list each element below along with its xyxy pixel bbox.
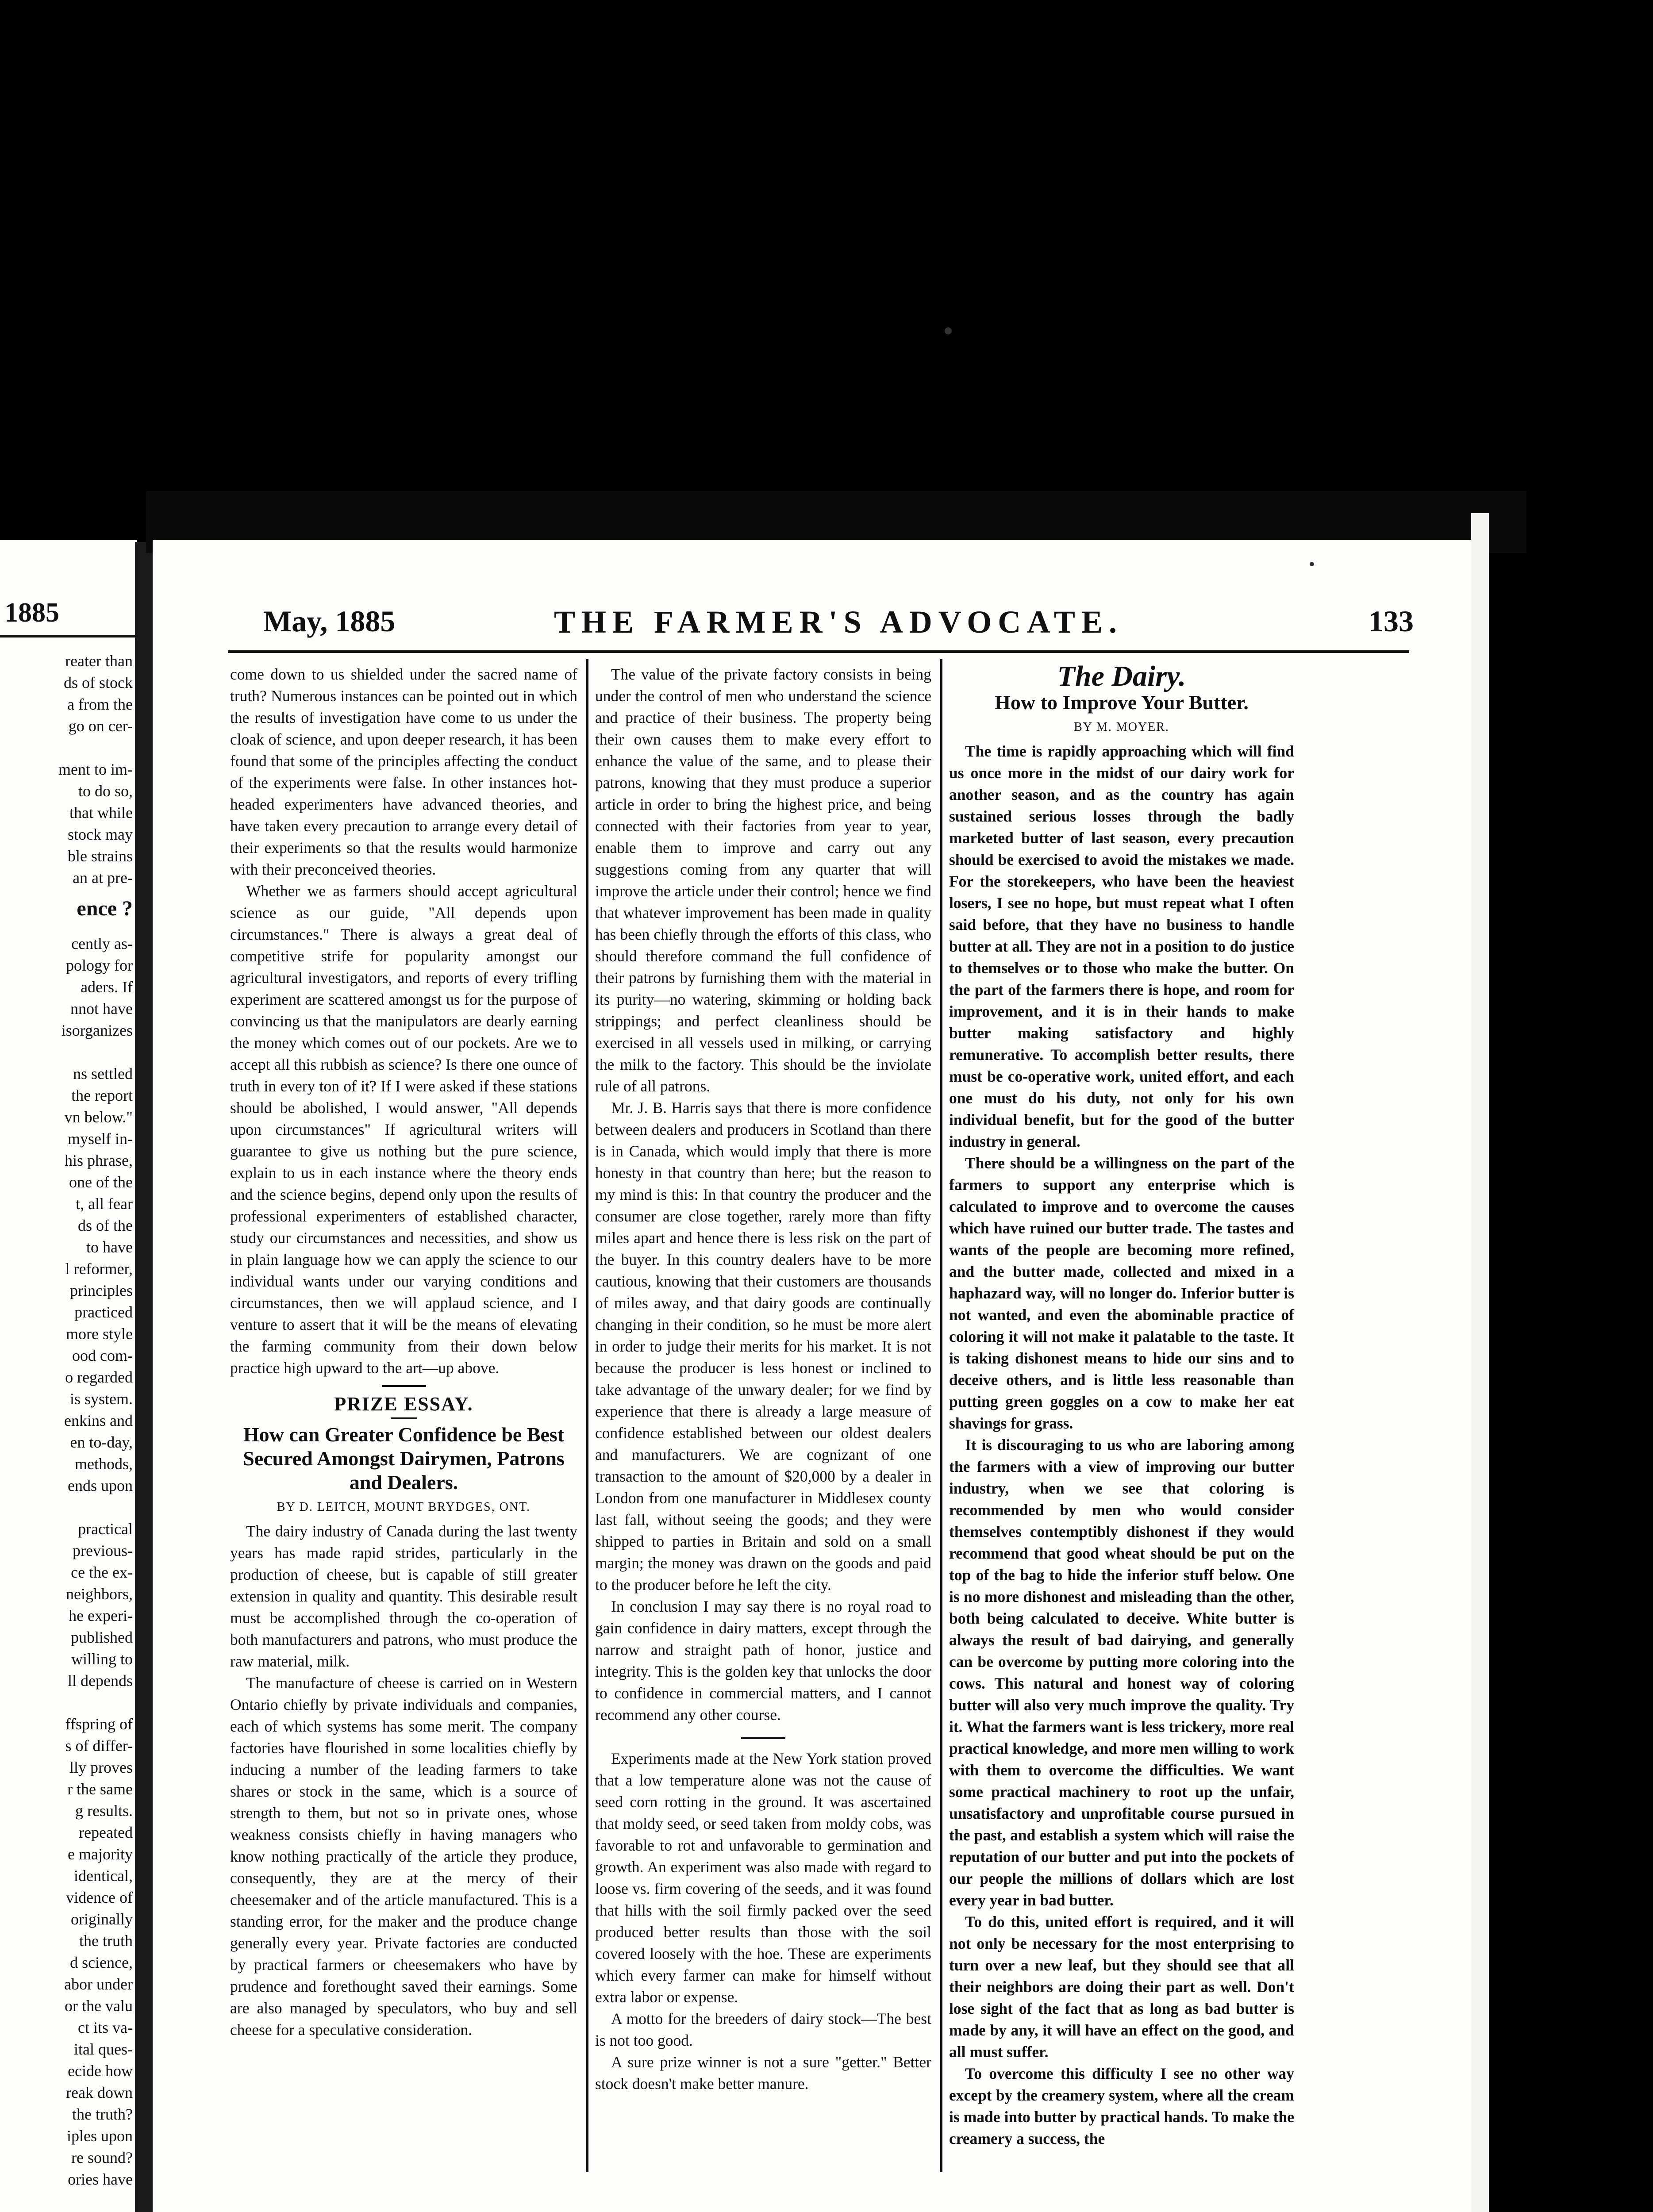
- left-page-line: ood com-: [72, 1347, 133, 1364]
- page-right-edge: [1471, 513, 1489, 2212]
- short-rule: [391, 1417, 417, 1419]
- left-page-line: neighbors,: [66, 1585, 133, 1603]
- left-page-line: ecide how: [68, 2062, 133, 2080]
- masthead-title: THE FARMER'S ADVOCATE.: [554, 604, 1123, 640]
- left-page-line: is system.: [69, 1390, 133, 1408]
- left-page-number: 1885: [4, 598, 59, 628]
- left-page-line: repeated: [79, 1824, 133, 1841]
- left-page-line: stock may: [68, 826, 133, 843]
- left-page-line: cently as-: [71, 935, 133, 952]
- left-page-line: previous-: [73, 1542, 133, 1559]
- col2-paragraph-2: Mr. J. B. Harris says that there is more confidence between dealers and producers in Scotland than there is in Canada, which would imply that there is more honesty in that country than here; but the reason to my mind is this: In that country the producer and the consumer are close together, rarely more than fifty miles apart and hence there is less risk on the part of the buyer. In this country dealers have to be more cautious, knowing that their customers are thousands of miles away, and that dairy goods are continually changing in their condition, so he must be more alert in order to judge their merits for his market. It is not because the producer is less honest or inclined to take advantage of the unwary dealer; for we find by experience that there is already a large measure of confidence established between our oldest dealers and manufacturers. We are cognizant of one transaction to the amount of $20,000 by a dealer in London from one manufacturer in Middlesex county last fall, without seeing the goods; and they were shipped to parties in Britain and sold on a small margin; the money was drawn on the goods and paid to the producer before he left the city.: [595, 1099, 931, 1594]
- left-page-line: enkins and: [64, 1412, 133, 1429]
- left-page-line: his phrase,: [65, 1152, 133, 1169]
- column-1: [230, 664, 577, 2041]
- main-page: [153, 540, 1471, 2212]
- left-page-line: isorganizes: [61, 1022, 133, 1039]
- left-page-line: iples upon: [67, 2127, 133, 2145]
- left-page-line: myself in-: [68, 1130, 133, 1148]
- left-page-line: en to-day,: [70, 1433, 133, 1451]
- left-page-line: re sound?: [71, 2149, 133, 2166]
- left-page-line: willing to: [71, 1650, 133, 1668]
- left-page-line: t, all fear: [76, 1195, 133, 1213]
- prize-essay-title: PRIZE ESSAY.: [334, 1393, 473, 1415]
- left-page-line: reak down: [66, 2084, 133, 2101]
- header-date: May, 1885: [263, 604, 396, 638]
- left-page-line: nnot have: [70, 1000, 133, 1018]
- left-page-line: ends upon: [68, 1477, 133, 1494]
- col3-paragraph-3: It is discouraging to us who are laboring among the farmers with a view of improving our butter industry, when we see that coloring is recommended by men who would consider themselves contemptibly dishonest if they would recommend that good wheat should be put on the top of the bag to hide the inferior stuff below. One is no more dishonest and misleading than the other, both being calculated to deceive. White butter is always the result of bad dairying, and generally can be overcome by putting more coloring into the cows. This natural and honest way of coloring butter will also very much improve the quality. Try it. What the farmers want is less trickery, more real practical knowledge, and more men willing to work with them to overcome the difficulties. We want some practical machinery to root up the unfair, unsatisfactory and unprofitable course pursued in the past, and establish a system which will raise the reputation of our butter and put into the pockets of our people the millions of dollars which are lost every year in bad butter.: [949, 1436, 1294, 1909]
- left-page-line: d science,: [70, 1954, 133, 1971]
- left-page-line: the truth: [79, 1932, 133, 1950]
- header-rule: [228, 650, 1409, 653]
- left-page-line: or the valu: [65, 1997, 133, 2015]
- header-page-number: 133: [1369, 604, 1414, 638]
- left-page-line: ds of the: [78, 1217, 133, 1234]
- left-page-line: to do so,: [78, 782, 133, 800]
- col1-paragraph-2: Whether we as farmers should accept agricultural science as our guide, "All depends upon circumstances." There is always a great deal of competitive strife for popularity amongst our agricultural investigators, and reports of every trifling experiment are scattered amongst us for the purpose of convincing us that the manipulators are dearly earning the money which comes out of our pockets. Are we to accept all this rubbish as science? Is there one ounce of truth in every ton of it? If I were asked if these stations should be abolished, I would answer, "All depends upon circumstances" If agricultural writers will guarantee to give us nothing but the pure science, explain to us in each instance where the theory ends and the science begins, depend only upon the results of professional experimenters of established character, study our circumstances and necessities, and show us in plain language how we can apply the science to our individual wants under our varying conditions and circumstances, then we will applaud science, and I venture to assert that it will be the means of elevating the farming community from their down below practice high upward to the art—up above.: [230, 882, 577, 1377]
- essay-headline: How can Greater Confidence be Best Secured Amongst Dairymen, Patrons and Dealers.: [243, 1423, 565, 1494]
- left-page-line: the report: [71, 1087, 133, 1104]
- left-page-line: identical,: [74, 1867, 133, 1885]
- book-gutter: [135, 542, 153, 2212]
- column-rule-1: [586, 659, 588, 2172]
- left-page-line: an at pre-: [73, 869, 133, 887]
- left-page-rule: [0, 635, 137, 637]
- left-page-line: vidence of: [66, 1889, 133, 1906]
- left-page-line: o regarded: [65, 1368, 133, 1386]
- col1-paragraph-4: The manufacture of cheese is carried on in Western Ontario chiefly by private individuals and companies, each of which systems has some merit. The company factories have flourished in some localities chiefly by inducing a number of the leading farmers to take shares or stock in the same, which is a source of strength to them, but not so in private ones, whose weakness consists chiefly in having managers who know nothing practically of the article they produce, consequently, they are at the mercy of their cheesemaker and of the article manufactured. This is a standing error, for the maker and the produce change generally every year. Private factories are conducted by practical farmers or cheesemakers who have by prudence and forethought saved their earnings. Some are also managed by speculators, who buy and sell cheese for a speculative consideration.: [230, 1674, 577, 2039]
- col2-paragraph-1: The value of the private factory consists in being under the control of men who understand the science and practice of their business. The property being their own causes them to make every effort to enhance the value of the same, and to please their patrons, knowing that they must produce a superior article in order to bring the highest price, and being connected with their factories from year to year, enable them to improve and carry out any suggestions coming from any quarter that will improve the article under their control; hence we find that whatever improvement has been made in quality has been chiefly through the efforts of this class, who should therefore command the full confidence of their patrons by furnishing them with the material in its purity—no watering, skimming or holding back strippings; and perfect cleanliness should be exercised in all vessels used in milking, or carrying the milk to the factory. This should be the inviolate rule of all patrons.: [595, 665, 931, 1095]
- col2-paragraph-6: A sure prize winner is not a sure "getter." Better stock doesn't make better manure.: [595, 2053, 931, 2093]
- col3-paragraph-2: There should be a willingness on the part of the farmers to support any enterprise which is calculated to improve and to overcome the causes which have ruined our butter trade. The tastes and wants of the people are becoming more refined, and the butter made, collected and mixed in a haphazard way, will no longer do. Inferior butter is not wanted, and even the abominable practice of coloring it will not make it palatable to the taste. It is taking dishonest means to hide our sins and to deceive others, and is little less reasonable than putting green goggles on a cow to make her eat shavings for grass.: [949, 1154, 1294, 1432]
- left-page-line: r the same: [67, 1780, 133, 1798]
- column-rule-2: [940, 659, 942, 2172]
- left-page-line: published: [71, 1628, 133, 1646]
- left-page-line: pology for: [66, 956, 133, 974]
- col3-paragraph-5: To overcome this difficulty I see no other way except by the creamery system, where all the cream is made into butter by practical hands. To make the creamery a success, the: [949, 2065, 1294, 2147]
- left-page-line: practical: [78, 1520, 133, 1538]
- col1-paragraph-1: come down to us shielded under the sacred name of truth? Numerous instances can be pointed out in which the results of investigation have come to us under the cloak of science, and upon deeper research, it has been found that some of the principles affecting the conduct of the experiments were false. In other instances hot-headed experimenters have advanced theories, and have taken every precaution to arrange every detail of their experiments so that the results would harmonize with their preconceived theories.: [230, 665, 577, 878]
- left-page-line: the truth?: [72, 2105, 133, 2123]
- column-3: [949, 660, 1294, 2150]
- butter-article-headline: How to Improve Your Butter.: [995, 691, 1249, 714]
- page-header: [263, 604, 1414, 648]
- col3-paragraph-4: To do this, united effort is required, and it will not only be necessary for the most enterprising to turn over a new leaf, but they should see that all their neighbors are doing their part as well. Don't lose sight of the fact that as long as bad butter is made by any, it will have an effect on the good, and all must suffer.: [949, 1913, 1294, 2061]
- left-page-line: a from the: [67, 695, 133, 713]
- left-page-line: abor under: [64, 1975, 133, 1993]
- left-page-line: practiced: [74, 1303, 133, 1321]
- dairy-department-heading: The Dairy.: [1057, 660, 1186, 692]
- left-page-line: he experi-: [69, 1607, 133, 1624]
- left-page-line: aders. If: [81, 978, 133, 996]
- left-page-line: s of differ-: [65, 1737, 133, 1755]
- col2-paragraph-3: In conclusion I may say there is no royal road to gain confidence in dairy matters, except through the narrow and straight path of honor, justice and integrity. This is the golden key that unlocks the door to confidence in commercial matters, and I cannot recommend any other course.: [595, 1598, 931, 1724]
- left-page-line: ble strains: [68, 847, 133, 865]
- left-page-line: to have: [86, 1238, 133, 1256]
- left-page-line: lly proves: [69, 1759, 133, 1776]
- left-page-line: ffspring of: [65, 1715, 133, 1733]
- butter-article-byline: BY M. MOYER.: [1074, 720, 1169, 734]
- left-page-line: l reformer,: [65, 1260, 133, 1278]
- left-page-line: ns settled: [73, 1065, 133, 1083]
- left-page-heading: ence ?: [77, 897, 133, 920]
- left-page-line: ll depends: [68, 1672, 133, 1690]
- left-page-line: ories have: [68, 2170, 133, 2188]
- left-page-line: ce the ex-: [71, 1563, 133, 1581]
- dust-speck: [1310, 562, 1314, 566]
- left-page-line: ds of stock: [64, 674, 133, 691]
- left-page-fragment: [0, 540, 137, 2212]
- essay-byline: BY D. LEITCH, MOUNT BRYDGES, ONT.: [277, 1500, 531, 1514]
- left-page-line: e majority: [68, 1845, 133, 1863]
- col2-paragraph-5: A motto for the breeders of dairy stock—The best is not too good.: [595, 2010, 931, 2049]
- left-page-line: one of the: [69, 1173, 133, 1191]
- left-page-line: originally: [71, 1910, 133, 1928]
- left-page-line: methods,: [75, 1455, 133, 1473]
- dust-speck: [945, 327, 952, 334]
- left-page-line: vn below.": [64, 1108, 133, 1126]
- col2-paragraph-4: Experiments made at the New York station proved that a low temperature alone was not the cause of seed corn rotting in the ground. It was ascertained that moldy seed, or seed taken from moldy cobs, was favorable to rot and unfavorable to germination and growth. An experiment was also made with regard to loose vs. firm covering of the seeds, and it was found that hills with the soil firmly packed over the seed produced better results than those with the soil covered loosely with the hoe. These are experiments which every farmer can make for himself without extra labor or expense.: [595, 1750, 931, 2006]
- left-page-line: that while: [69, 804, 133, 822]
- left-page-line: reater than: [65, 652, 133, 670]
- left-page-line: more style: [66, 1325, 133, 1343]
- col3-paragraph-1: The time is rapidly approaching which will find us once more in the midst of our dairy work for another season, and as the country has again sustained serious losses through the badly marketed butter of last season, every precaution should be exercised to avoid the mistakes we made. For the storekeepers, who have been the heaviest losers, I see no hope, but must repeat what I often said before, that they have no business to handle butter at all. They are not in a position to do justice to themselves or to those who make the butter. On the part of the farmers there is hope, and room for improvement, and it is in their hands to make butter making satisfactory and highly remunerative. To accomplish better results, there must be co-operative work, united effort, and each one must do his duty, not only for his own individual benefit, but for the good of the butter industry in general.: [949, 742, 1294, 1150]
- left-page-line: g results.: [75, 1802, 133, 1820]
- left-page-line: ct its va-: [78, 2019, 133, 2036]
- column-2: [595, 664, 931, 2095]
- short-rule: [741, 1737, 785, 1739]
- left-page-line: ital ques-: [74, 2040, 133, 2058]
- short-rule: [382, 1385, 426, 1387]
- left-page-line: principles: [70, 1282, 133, 1299]
- col1-paragraph-3: The dairy industry of Canada during the last twenty years has made rapid strides, particularly in the production of cheese, but is capable of still greater extension in quality and quantity. This desirable result must be accomplished through the co-operation of both manufacturers and patrons, who must produce the raw material, milk.: [230, 1522, 577, 1670]
- left-page-line: go on cer-: [68, 717, 133, 735]
- left-page-line: ment to im-: [58, 760, 133, 778]
